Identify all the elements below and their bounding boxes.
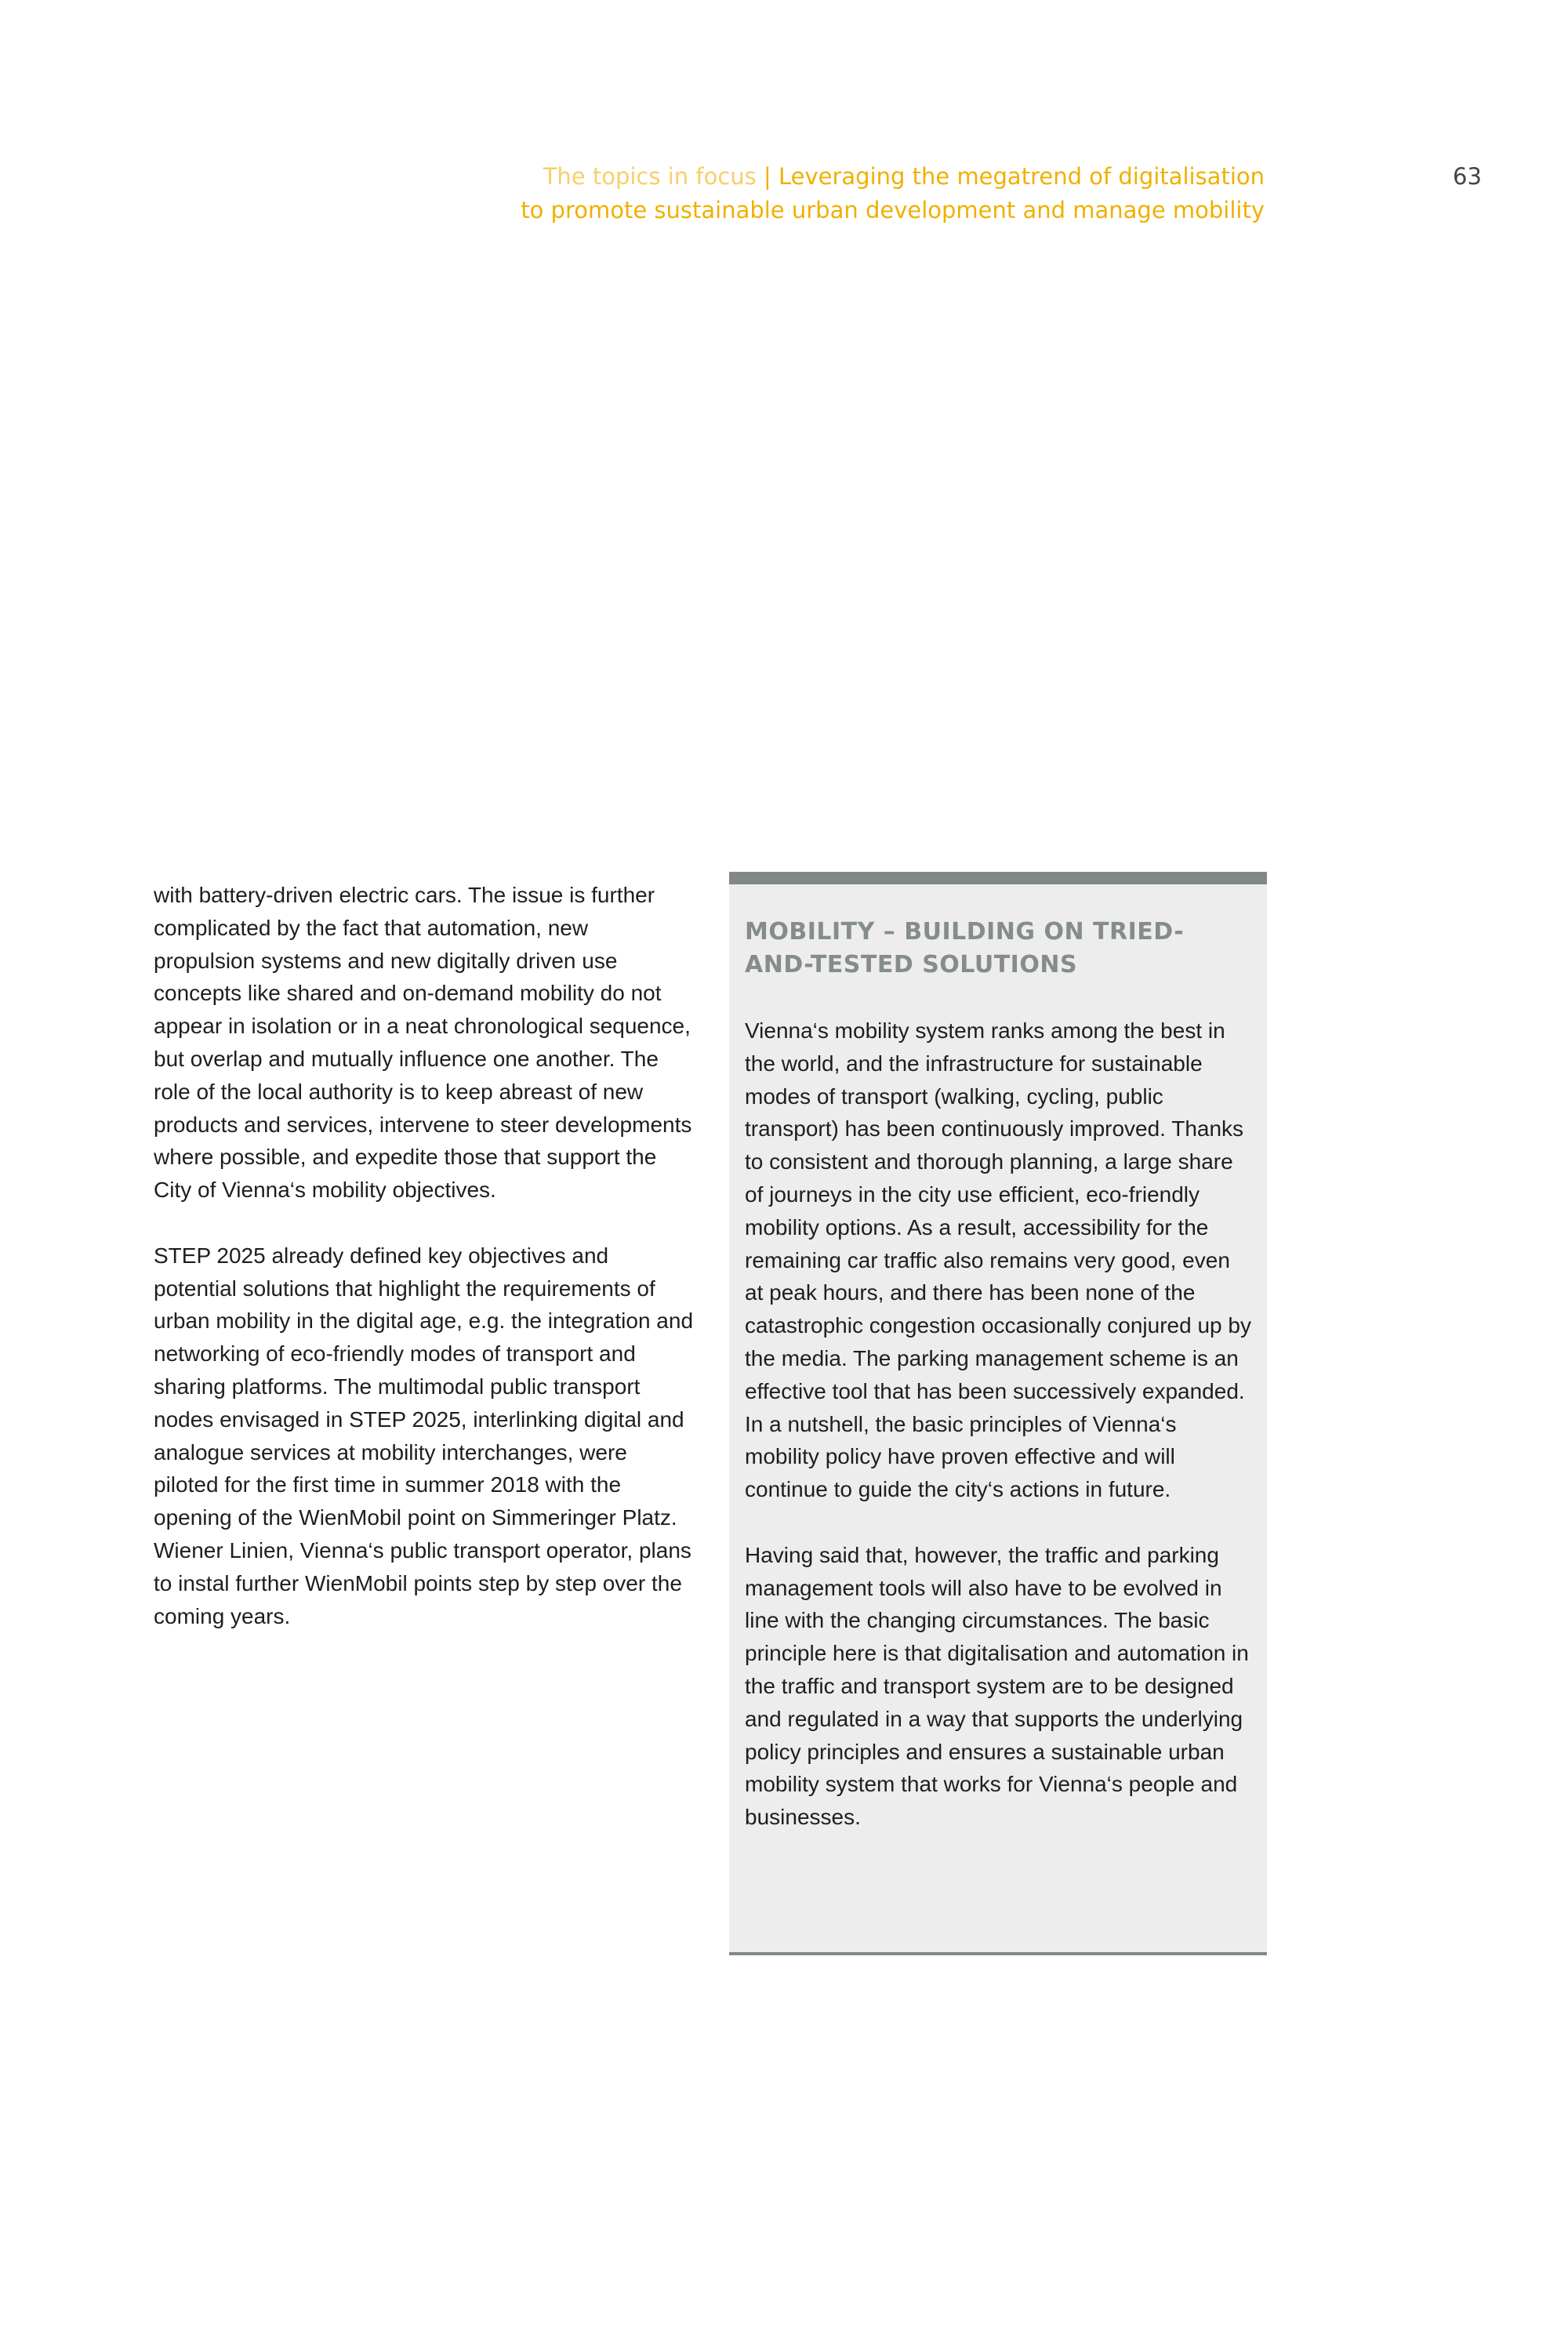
chapter-title-line-1: Leveraging the megatrend of digitalisation — [778, 163, 1265, 190]
sidebar-paragraph: Vienna‘s mobility system ranks among the best in the world, and the infrastructure for sustainable modes of transport (walking, cycling, public transport) has been continuously improved. Thanks to consistent and thorough planning, a large share of journeys in the city use efficient, eco-friendly mobility options. As a result, accessibility for the remaining car traffic also remains very good, even at peak hours, and there has been none of the catastrophic congestion occasionally conjured up by the media. The parking management scheme is an effective tool that has been successively expanded. In a nutshell, the basic principles of Vienna‘s mobility policy have proven effective and will continue to guide the city‘s actions in future. — [745, 1018, 1251, 1502]
section-label: The topics in focus — [543, 163, 757, 190]
running-header-line-1 — [481, 160, 1265, 194]
chapter-title-line-2: to promote sustainable urban development and manage mobility — [521, 197, 1265, 223]
sidebar-paragraph: Having said that, however, the traffic and parking management tools will also have to be evolved in line with the changing circumstances. The basic principle here is that digitalisation and automation in the traffic and transport system are to be designed and regulated in a way that supports the underlying policy principles and ensures a sustainable urban mobility system that works for Vienna‘s people and businesses. — [745, 1542, 1249, 1830]
body-paragraph: STEP 2025 already defined key objectives and potential solutions that highlight the requirements of urban mobility in the digital age, e.g. the integration and networking of eco-friendly modes of transport and sharing platforms. The multimodal public transport nodes envisaged in STEP 2025, interlinking digital and analogue services at mobility interchanges, were piloted for the first time in summer 2018 with the opening of the WienMobil point on Simmeringer Platz. Wiener Linien, Vienna‘s public transport operator, plans to instal further WienMobil points step by step over the coming years. — [154, 1243, 694, 1628]
sidebar-box — [729, 872, 1267, 1955]
page-number: 63 — [1453, 163, 1482, 190]
sidebar-title: MOBILITY – BUILDING ON TRIED-AND-TESTED SOLUTIONS — [745, 918, 1185, 978]
running-header — [481, 160, 1265, 227]
body-paragraph: with battery-driven electric cars. The issue is further complicated by the fact that automation, new propulsion systems and new digitally driven use concepts like shared and on-demand mobility do not appear in isolation or in a neat chronological sequence, but overlap and mutually influence one another. The role of the local authority is to keep abreast of new products and services, intervene to steer developments where possible, and expedite those that support the City of Vienna‘s mobility objectives. — [154, 883, 692, 1203]
main-text-column — [154, 879, 695, 1665]
header-separator: | — [756, 163, 779, 190]
